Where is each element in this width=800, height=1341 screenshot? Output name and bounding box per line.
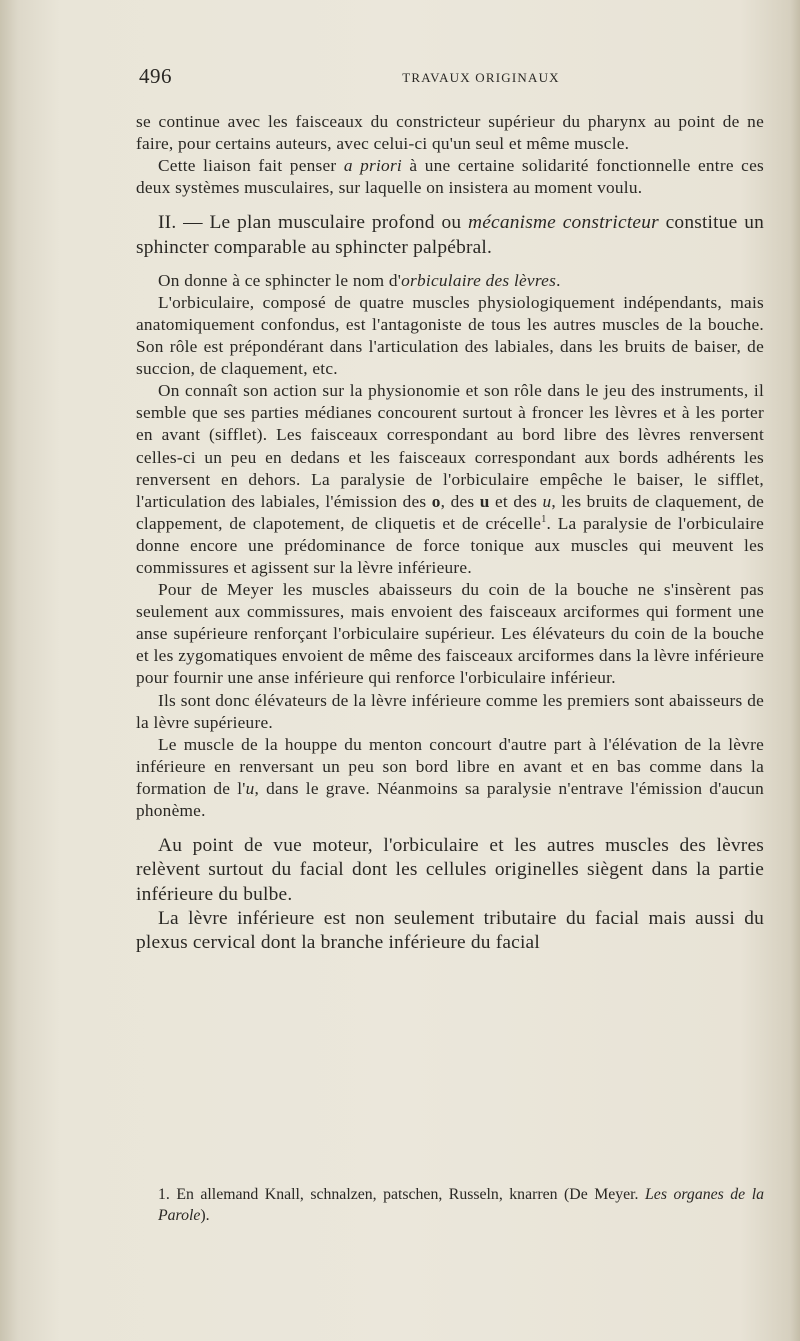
paragraph-3-section-ii: II. — Le plan musculaire profond ou mécanisme constricteur constitue un sphincter comparable au sphincter palpébral. xyxy=(136,212,764,258)
page-number: 496 xyxy=(139,64,172,88)
page-body xyxy=(136,111,764,955)
footnote: 1. En allemand Knall, schnalzen, patschen, Russeln, knarren (De Meyer. Les organes de la Parole). xyxy=(158,1186,764,1224)
paragraph-2: Cette liaison fait penser a priori à une certaine solidarité fonctionnelle entre ces deux systèmes musculaires, sur laquelle on insistera au moment voulu. xyxy=(136,156,764,198)
running-title: TRAVAUX ORIGINAUX xyxy=(402,70,560,85)
paragraph-11: La lèvre inférieure est non seulement tributaire du facial mais aussi du plexus cervical dont la branche inférieure du facial xyxy=(136,907,764,953)
paragraph-7: Pour de Meyer les muscles abaisseurs du coin de la bouche ne s'insèrent pas seulement aux commissures, mais envoient des faisceaux arciformes qui forment une anse supérieure renforçant l'orbiculaire supérieur. Les élévateurs du coin de la bouche et les zygomatiques envoient de même des faisceaux arciformes dans la lèvre inférieure pour fournir une anse inférieure qui renforce l'orbiculaire inférieur. xyxy=(136,580,764,688)
paragraph-5: L'orbiculaire, composé de quatre muscles physiologiquement indépendants, mais anatomiquement confondus, est l'antagoniste de tous les autres muscles de la bouche. Son rôle est prépondérant dans l'articulation des labiales, dans les bruits de baiser, de succion, de claquement, etc. xyxy=(136,292,764,379)
paragraph-6: On connaît son action sur la physionomie et son rôle dans le jeu des instruments, il semble que ses parties médianes concourent surtout à froncer les lèvres et à les porter en avant (sifflet). Les faisceaux correspondant au bord libre des lèvres renversent celles-ci un peu en dedans et les faisceaux correspondant aux bords adhérents les renversent en dehors. La paralysie de l'orbiculaire empêche le baiser, le sifflet, l'articulation des labiales, l'émission des o, des u et des u, les bruits de claquement, de clappement, de clapotement, de cliquetis et de crécelle$^1$. La paralysie de l'orbiculaire donne encore une prédominance de force tonique aux muscles qui meuvent les commissures et agissent sur la lèvre inférieure. xyxy=(136,381,765,577)
paragraph-1: se continue avec les faisceaux du constricteur supérieur du pharynx au point de ne faire, pour certains auteurs, avec celui-ci qu'un seul et même muscle. xyxy=(136,112,764,154)
paragraph-10: Au point de vue moteur, l'orbiculaire et les autres muscles des lèvres relèvent surtout du facial dont les cellules originelles siègent dans la partie inférieure du bulbe. xyxy=(136,835,764,905)
paragraph-4: On donne à ce sphincter le nom d'orbiculaire des lèvres. xyxy=(158,270,561,290)
page-header xyxy=(139,64,763,92)
footnote-ref: 1 xyxy=(541,514,547,526)
paragraph-9: Le muscle de la houppe du menton concourt d'autre part à l'élévation de la lèvre inférieure en renversant un peu son bord libre en avant et en bas comme dans la formation de l'u, dans le grave. Néanmoins sa paralysie n'entrave l'émission d'aucun phonème. xyxy=(136,734,764,821)
paragraph-8: Ils sont donc élévateurs de la lèvre inférieure comme les premiers sont abaisseurs de la lèvre supérieure. xyxy=(136,690,764,732)
